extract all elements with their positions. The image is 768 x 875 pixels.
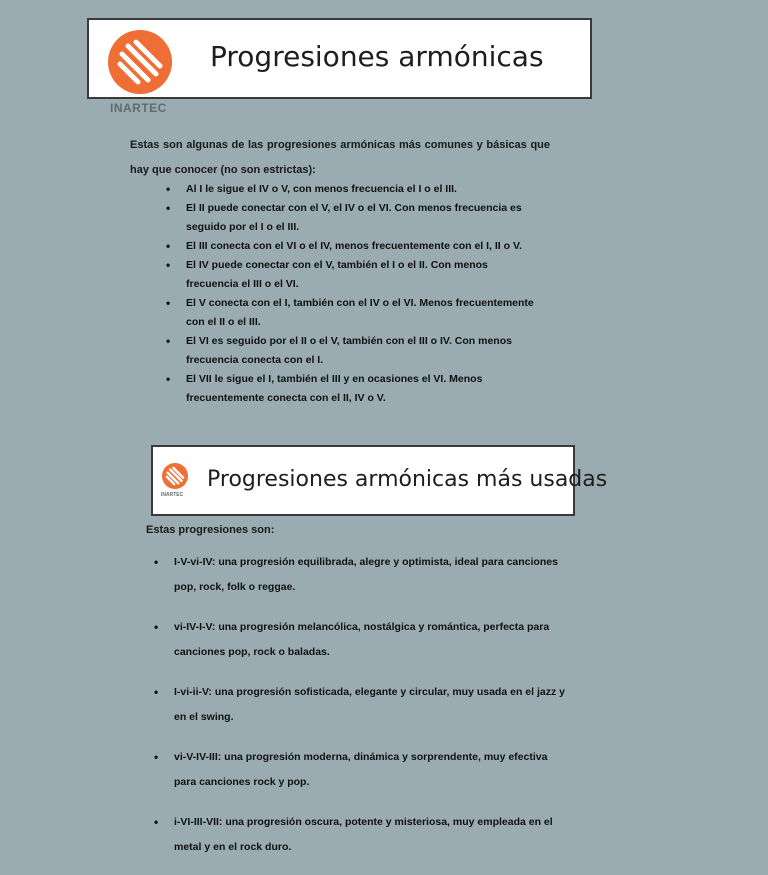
list-item: • vi-IV-I-V: una progresión melancólica, nostálgica y romántica, perfecta para canciones pop, rock o baladas. <box>150 615 570 665</box>
list-item: • vi-V-IV-III: una progresión moderna, dinámica y sorprendente, muy efectiva para canciones rock y pop. <box>150 745 570 795</box>
list-item: • El III conecta con el VI o el IV, menos frecuentemente con el I, II o V. <box>162 237 542 256</box>
page-title: Progresiones armónicas <box>210 40 544 73</box>
list-item: • Al I le sigue el IV o V, con menos frecuencia el I o el III. <box>162 180 542 199</box>
inartec-logo-icon <box>108 30 172 94</box>
list-item: • El V conecta con el I, también con el IV o el VI. Menos frecuentemente con el II o el III. <box>162 294 542 332</box>
list-item: • El VI es seguido por el II o el V, también con el III o IV. Con menos frecuencia conecta con el I. <box>162 332 542 370</box>
section-title: Progresiones armónicas más usadas <box>207 467 608 492</box>
brand-label: INARTEC <box>161 492 184 498</box>
brand-label: INARTEC <box>110 101 167 115</box>
rules-list <box>162 180 542 408</box>
progressions-list <box>150 550 570 875</box>
section-header-2 <box>151 445 608 516</box>
intro-paragraph: Estas son algunas de las progresiones armónicas más comunes y básicas que hay que conocer (no son estrictas): <box>130 139 550 176</box>
list-item: • El IV puede conectar con el V, también el I o el II. Con menos frecuencia el III o el VI. <box>162 256 542 294</box>
section-header-1 <box>87 18 592 99</box>
list-item: • i-VI-III-VII: una progresión oscura, potente y misteriosa, muy empleada en el metal y en el rock duro. <box>150 810 570 860</box>
list-item: • I-V-vi-IV: una progresión equilibrada, alegre y optimista, ideal para canciones pop, rock, folk o reggae. <box>150 550 570 600</box>
list-item: • El VII le sigue el I, también el III y en ocasiones el VI. Menos frecuentemente conecta con el II, IV o V. <box>162 370 542 408</box>
list-item: • I-vi-ii-V: una progresión sofisticada, elegante y circular, muy usada en el jazz y en el swing. <box>150 680 570 730</box>
inartec-logo-icon <box>162 463 188 489</box>
progressions-subtitle: Estas progresiones son: <box>146 524 275 536</box>
list-item: • El II puede conectar con el V, el IV o el VI. Con menos frecuencia es seguido por el I o el III. <box>162 199 542 237</box>
